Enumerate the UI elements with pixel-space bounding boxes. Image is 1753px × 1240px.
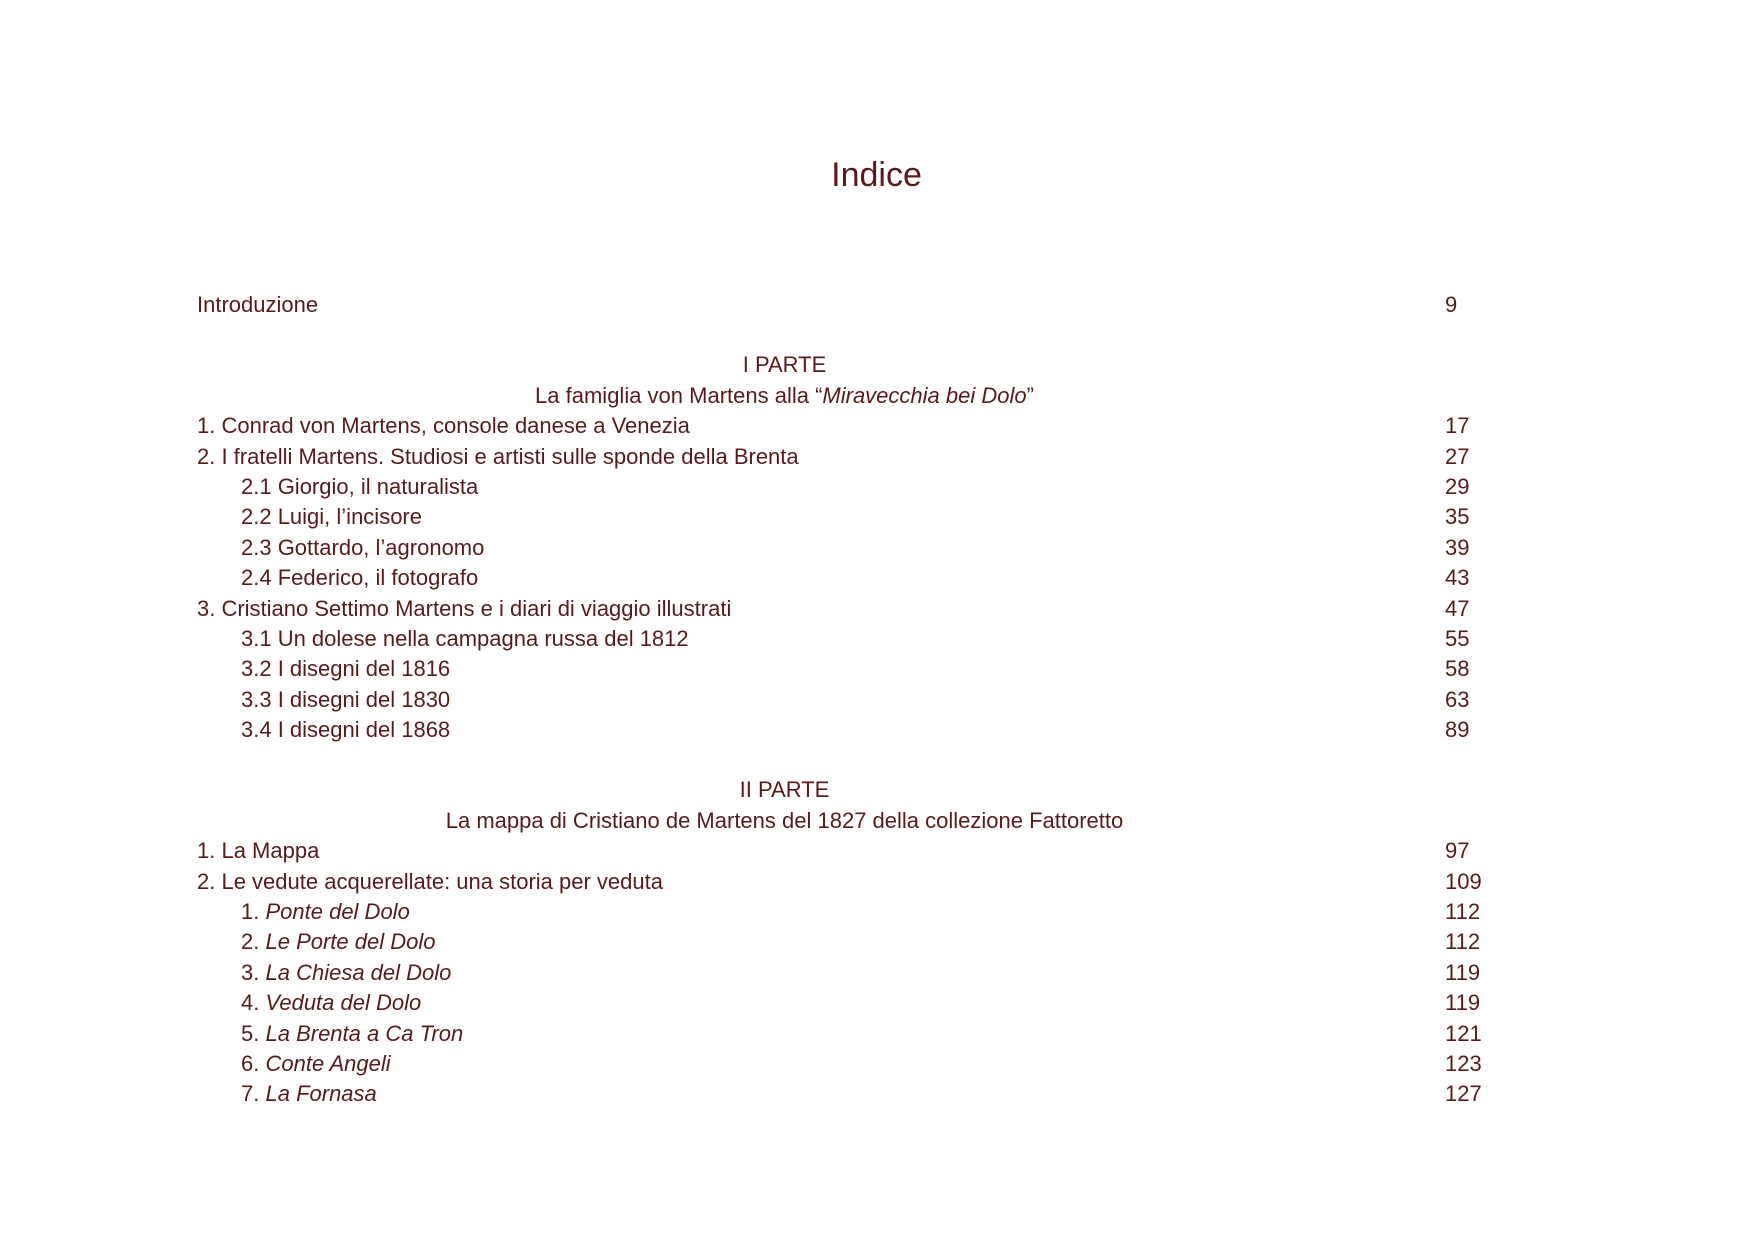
toc-entry-label: 2.2 Luigi, l’incisore bbox=[241, 504, 422, 530]
toc-page-number: 112 bbox=[1445, 929, 1481, 955]
toc-subentry[interactable] bbox=[197, 715, 1517, 745]
toc-view-entry[interactable] bbox=[197, 927, 1517, 957]
toc-entry-label: 2. I fratelli Martens. Studiosi e artisti sulle sponde della Brenta bbox=[197, 443, 799, 469]
page-title: Indice bbox=[831, 156, 922, 194]
toc-page-number: 112 bbox=[1445, 899, 1481, 925]
toc-entry-label: 3.1 Un dolese nella campagna russa del 1812 bbox=[241, 625, 689, 651]
part-subtitle-1: La famiglia von Martens alla “Miravecchia bei Dolo” bbox=[535, 382, 1034, 408]
toc-subentry[interactable] bbox=[197, 654, 1517, 684]
toc-entry-label: 5. La Brenta a Ca Tron bbox=[241, 1020, 464, 1046]
toc-page-number: 39 bbox=[1445, 534, 1470, 560]
toc-page-number: 47 bbox=[1445, 595, 1470, 621]
toc-entry-label: 2. Le Porte del Dolo bbox=[241, 929, 436, 955]
toc-page-number: 27 bbox=[1445, 443, 1470, 469]
toc-entry-label: 3.2 I disegni del 1816 bbox=[241, 656, 451, 682]
toc-page-number: 119 bbox=[1445, 990, 1481, 1016]
toc-page-number: 58 bbox=[1445, 656, 1470, 682]
toc-entry-label: 2. Le vedute acquerellate: una storia per veduta bbox=[197, 868, 663, 894]
part-heading-1: I PARTE bbox=[742, 352, 827, 378]
toc-page-number: 17 bbox=[1445, 413, 1470, 439]
toc-subentry[interactable] bbox=[197, 624, 1517, 654]
toc-entry-label: 3. Cristiano Settimo Martens e i diari di viaggio illustrati bbox=[197, 595, 732, 621]
toc-entry-label: 2.3 Gottardo, l’agronomo bbox=[241, 534, 485, 560]
toc-view-entry[interactable] bbox=[197, 988, 1517, 1018]
part-heading-2: II PARTE bbox=[739, 777, 830, 803]
toc-page-number: 109 bbox=[1445, 868, 1482, 894]
toc-view-entry[interactable] bbox=[197, 897, 1517, 927]
toc-view-entry[interactable] bbox=[197, 1049, 1517, 1079]
toc-entry-introduzione[interactable] bbox=[197, 290, 1517, 320]
toc-entry-label: 3.4 I disegni del 1868 bbox=[241, 717, 451, 743]
toc-entry-label: 2.1 Giorgio, il naturalista bbox=[241, 473, 479, 499]
toc-entry-label: 1. La Mappa bbox=[197, 838, 320, 864]
toc-view-entry[interactable] bbox=[197, 1019, 1517, 1049]
toc-entry-label: 1. Conrad von Martens, console danese a Venezia bbox=[197, 413, 690, 439]
toc-entry-label: 3. La Chiesa del Dolo bbox=[241, 959, 452, 985]
toc-entry-label: 1. Ponte del Dolo bbox=[241, 899, 410, 925]
toc-entry-label: 3.3 I disegni del 1830 bbox=[241, 686, 451, 712]
toc-subentry[interactable] bbox=[197, 502, 1517, 532]
toc-entry-label: 4. Veduta del Dolo bbox=[241, 990, 422, 1016]
toc-subentry[interactable] bbox=[197, 533, 1517, 563]
toc-entry-label: 7. La Fornasa bbox=[241, 1081, 377, 1107]
toc-page-number: 55 bbox=[1445, 625, 1470, 651]
toc-page-number: 123 bbox=[1445, 1050, 1482, 1076]
toc-page-number: 119 bbox=[1445, 959, 1481, 985]
toc-subentry[interactable] bbox=[197, 563, 1517, 593]
toc-entry-label: 2.4 Federico, il fotografo bbox=[241, 565, 479, 591]
toc-page-number: 97 bbox=[1445, 838, 1470, 864]
part-subtitle-2: La mappa di Cristiano de Martens del 1827 della collezione Fattoretto bbox=[445, 807, 1124, 833]
toc-view-entry[interactable] bbox=[197, 958, 1517, 988]
toc-entry-label: Introduzione bbox=[197, 292, 319, 317]
toc-page-number: 35 bbox=[1445, 504, 1470, 530]
toc-page-number: 127 bbox=[1445, 1081, 1482, 1107]
toc-page-number: 29 bbox=[1445, 473, 1470, 499]
table-of-contents bbox=[197, 290, 1517, 1110]
toc-subentry[interactable] bbox=[197, 685, 1517, 715]
toc-entry[interactable] bbox=[197, 411, 1517, 441]
toc-page-number: 9 bbox=[1445, 292, 1458, 317]
toc-page-number: 89 bbox=[1445, 717, 1470, 743]
toc-entry-label: 6. Conte Angeli bbox=[241, 1050, 391, 1076]
toc-page-number: 63 bbox=[1445, 686, 1470, 712]
toc-page-number: 121 bbox=[1445, 1020, 1482, 1046]
toc-entry[interactable] bbox=[197, 442, 1517, 472]
toc-page-number: 43 bbox=[1445, 565, 1470, 591]
toc-subentry[interactable] bbox=[197, 472, 1517, 502]
toc-view-entry[interactable] bbox=[197, 1079, 1517, 1109]
toc-entry[interactable] bbox=[197, 836, 1517, 866]
toc-entry[interactable] bbox=[197, 594, 1517, 624]
toc-entry[interactable] bbox=[197, 867, 1517, 897]
